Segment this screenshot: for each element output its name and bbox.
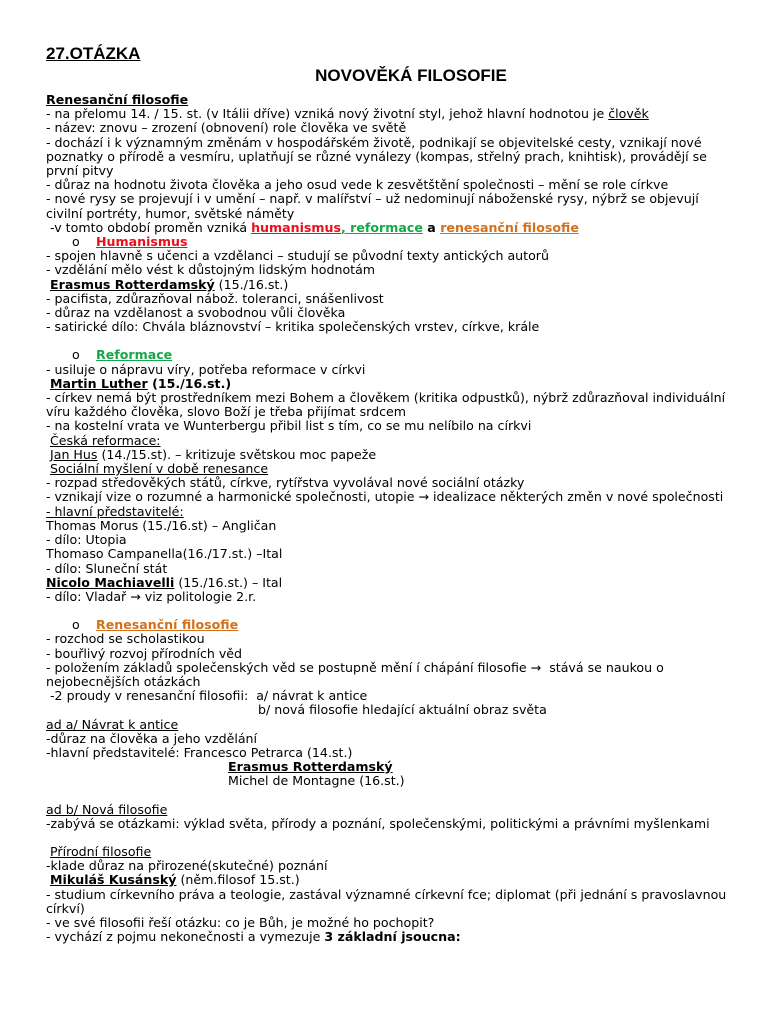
text-run: humanismus bbox=[251, 219, 341, 235]
text-line: ad b/ Nová filosofie bbox=[46, 801, 168, 817]
text-line bbox=[46, 462, 736, 476]
document-body bbox=[46, 93, 736, 944]
bullet-marker-icon: o bbox=[72, 347, 80, 363]
text-run: (15./16.st.) bbox=[214, 276, 289, 292]
document-page bbox=[46, 44, 736, 944]
text-line: - dílo: Utopia bbox=[46, 532, 127, 548]
text-line bbox=[46, 448, 736, 462]
bullet-heading bbox=[46, 348, 736, 362]
text-line: - název: znovu – zrození (obnovení) role člověka ve světě bbox=[46, 120, 407, 136]
text-run: Jan Hus bbox=[50, 446, 98, 462]
text-line: - na kostelní vrata ve Wunterbergu přibil list s tím, co se mu nelíbilo na církvi bbox=[46, 418, 532, 434]
text-line: - položením základů společenských věd se postupně mění í chápání filosofie → stává se naukou o nejobecnějších otázkách bbox=[46, 659, 668, 689]
text-line: - dochází i k významným změnám v hospodářském životě, podnikají se objevitelské cesty, vznikají nové poznatky o přírodě a vesmíru, uplatňují se různé vynálezy (kompas, střelný prach, knihtisk), provádějí se první pitvy bbox=[46, 134, 711, 179]
text-line: - hlavní představitelé: bbox=[46, 503, 184, 519]
text-run: , bbox=[341, 219, 351, 235]
text-run: 3 základní jsoucna: bbox=[324, 929, 461, 945]
text-line bbox=[46, 434, 736, 448]
text-line: -klade důraz na přirozené(skutečné) poznání bbox=[46, 858, 328, 874]
text-run: reformace bbox=[350, 219, 423, 235]
text-line: - satirické dílo: Chvála bláznovství – kritika společenských vrstev, církve, krále bbox=[46, 319, 540, 335]
bullet-heading bbox=[46, 235, 736, 249]
text-run: - na přelomu 14. / 15. st. (v Itálii dříve) vzniká nový životní styl, jehož hlavní hodnotou je bbox=[46, 106, 609, 122]
text-line: Thomaso Campanella(16./17.st.) –Ital bbox=[46, 546, 283, 562]
text-line: - spojen hlavně s učenci a vzdělanci – studují se původní texty antických autorů bbox=[46, 248, 549, 264]
text-line: - vzdělání mělo vést k důstojným lidským hodnotám bbox=[46, 262, 376, 278]
text-line: Erasmus Rotterdamský bbox=[228, 759, 393, 775]
document-title: NOVOVĚKÁ FILOSOFIE bbox=[315, 66, 507, 85]
text-run: Erasmus Rotterdamský bbox=[50, 276, 215, 292]
text-line: - pacifista, zdůrazňoval nábož. toleranci, snášenlivost bbox=[46, 290, 384, 306]
text-line: Renesanční filosofie bbox=[46, 92, 189, 107]
text-run: -v tomto období proměn vzniká bbox=[46, 219, 252, 235]
text-line bbox=[46, 221, 736, 235]
text-line: - důraz na vzdělanost a svobodnou vůli člověka bbox=[46, 305, 346, 321]
text-line: - dílo: Vladař → viz politologie 2.r. bbox=[46, 588, 257, 604]
text-run: Martin Luther bbox=[50, 375, 148, 391]
bullet-marker-icon: o bbox=[72, 234, 80, 250]
bullet-heading bbox=[46, 618, 736, 632]
text-line: -zabývá se otázkami: výklad světa, přírody a poznání, společenskými, politickými a právními myšlenkami bbox=[46, 815, 710, 831]
blank-line bbox=[46, 604, 736, 618]
text-line: - církev nemá být prostředníkem mezi Bohem a člověkem (kritika odpustků), nýbrž zdůrazňoval individuální víru každého člověka, slovo Boží je třeba přijímat srdcem bbox=[46, 390, 730, 420]
blank-line bbox=[46, 789, 736, 803]
question-heading: 27.OTÁZKA bbox=[46, 44, 141, 63]
text-line bbox=[46, 576, 736, 590]
text-run: člověk bbox=[608, 106, 649, 122]
text-run: (15./16.st.) bbox=[147, 375, 232, 391]
text-line bbox=[46, 377, 736, 391]
text-run: - vychází z pojmu nekonečnosti a vymezuje bbox=[46, 929, 325, 945]
text-run: Mikuláš Kusánský bbox=[50, 872, 177, 888]
text-line: - rozchod se scholastikou bbox=[46, 631, 205, 647]
text-line: ad a/ Návrat k antice bbox=[46, 716, 179, 732]
text-run: Sociální myšlení v době renesance bbox=[50, 461, 269, 477]
text-run: (14./15.st). – kritizuje světskou moc papeže bbox=[97, 446, 377, 462]
text-line: - vznikají vize o rozumné a harmonické společnosti, utopie → idealizace některých změn v nové společnosti bbox=[46, 489, 724, 505]
text-line: - bouřlivý rozvoj přírodních věd bbox=[46, 645, 243, 661]
text-line bbox=[46, 107, 736, 121]
text-run: Česká reformace: bbox=[50, 432, 161, 448]
bullet-marker-icon: o bbox=[72, 617, 80, 633]
text-line bbox=[46, 930, 736, 944]
text-line: - dílo: Sluneční stát bbox=[46, 560, 168, 576]
text-line: Thomas Morus (15./16.st) – Angličan bbox=[46, 517, 277, 533]
text-line: -důraz na člověka a jeho vzdělání bbox=[46, 730, 258, 746]
text-line: - rozpad středověkých států, církve, rytířstva vyvolával nové sociální otázky bbox=[46, 475, 525, 491]
text-line: - ve své filosofii řeší otázku: co je Bůh, je možné ho pochopit? bbox=[46, 914, 435, 930]
bullet-heading-text: Reformace bbox=[96, 347, 173, 363]
text-line: -hlavní představitelé: Francesco Petrarca (14.st.) bbox=[46, 744, 353, 760]
text-line: - nové rysy se projevují i v umění – např. v malířství – už nedominují náboženské rysy, nýbrž se objevují civilní portréty, humor, světské náměty bbox=[46, 191, 703, 221]
text-line: b/ nová filosofie hledající aktuální obraz světa bbox=[258, 702, 547, 718]
text-run: a bbox=[422, 219, 441, 235]
blank-line bbox=[46, 334, 736, 348]
text-line bbox=[46, 278, 736, 292]
text-line: - důraz na hodnotu života člověka a jeho osud vede k zesvětštění společnosti – mění se role církve bbox=[46, 177, 669, 193]
text-run: renesanční filosofie bbox=[440, 219, 579, 235]
text-line bbox=[46, 845, 736, 859]
blank-line bbox=[46, 831, 736, 845]
text-line: Michel de Montagne (16.st.) bbox=[228, 773, 405, 789]
bullet-heading-text: Renesanční filosofie bbox=[96, 617, 239, 633]
text-line bbox=[46, 873, 736, 887]
text-line: - usiluje o nápravu víry, potřeba reformace v církvi bbox=[46, 361, 366, 377]
text-run: Přírodní filosofie bbox=[50, 843, 152, 859]
bullet-heading-text: Humanismus bbox=[96, 234, 188, 250]
text-line: - studium církevního práva a teologie, zastával významné církevní fce; diplomat (při jednání s pravoslavnou církví) bbox=[46, 886, 731, 916]
text-run: (něm.filosof 15.st.) bbox=[176, 872, 300, 888]
text-run: Nicolo Machiavelli bbox=[46, 574, 175, 590]
text-run: (15./16.st.) – Ital bbox=[174, 574, 283, 590]
text-line: -2 proudy v renesanční filosofii: a/ návrat k antice bbox=[46, 688, 368, 704]
